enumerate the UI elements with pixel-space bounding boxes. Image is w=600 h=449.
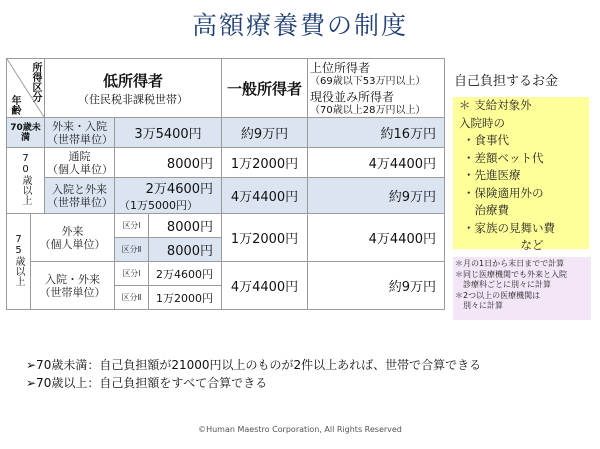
cell-low-kubun2: 1万2000円 bbox=[149, 286, 222, 310]
col-high-title-2: 現役並み所得者 bbox=[310, 90, 395, 104]
table-row bbox=[7, 118, 445, 148]
cell-high: 4万4400円 bbox=[308, 214, 445, 262]
calc-note: ＊同じ医療機関でも外来と入院 bbox=[455, 269, 567, 279]
calculation-notes-box bbox=[453, 257, 591, 320]
age-under70: 70歳未満 bbox=[7, 118, 45, 148]
calc-note: 診療科ごとに別々に計算 bbox=[455, 280, 551, 289]
excluded-line: など bbox=[463, 238, 544, 252]
row-category-sub: （世帯単位） bbox=[39, 285, 106, 299]
col-high-sub-1: （69歳以下53万円以上） bbox=[310, 76, 426, 87]
col-high-sub-2: （70歳以上28万円以上） bbox=[310, 105, 426, 116]
copyright-footer: ©Human Maestro Corporation, All Rights Reserved bbox=[198, 425, 402, 434]
note-under70: ➢70歳未満：自己負担額が21000円以上のものが2件以上あれば、世帯で合算できる bbox=[26, 358, 482, 372]
cell-high: 約9万円 bbox=[308, 178, 445, 214]
cell-high: 約9万円 bbox=[308, 262, 445, 310]
row-category: 外来・入院（世帯単位） bbox=[45, 118, 115, 148]
excluded-line: ・先進医療 bbox=[463, 168, 521, 182]
col-high-title-1: 上位所得者 bbox=[310, 61, 371, 75]
note-over70: ➢70歳以上：自己負担額をすべて合算できる bbox=[26, 376, 268, 390]
row-category-sub: （個人単位） bbox=[39, 237, 106, 251]
excluded-line: ・食事代 bbox=[463, 133, 509, 147]
corner-cell bbox=[7, 59, 45, 118]
row-category-sub: （個人単位） bbox=[47, 162, 113, 176]
header-row bbox=[7, 59, 445, 118]
excluded-line: ・差額ベット代 bbox=[463, 150, 544, 165]
kubun-1-label: 区分Ⅰ bbox=[115, 262, 149, 286]
cell-low-value: 2万4600円 bbox=[145, 182, 214, 197]
cell-general: 1万2000円 bbox=[222, 214, 308, 262]
calc-note: ＊2つ以上の医療機関は bbox=[455, 290, 541, 300]
bottom-notes bbox=[26, 356, 481, 392]
age-75plus: 75歳以上 bbox=[13, 234, 24, 286]
excluded-line: ・保険適用外の bbox=[463, 185, 544, 200]
age-70to74-cell bbox=[7, 148, 45, 214]
excluded-line: ＊ 支給対象外 bbox=[459, 98, 532, 112]
page-title: 高額療養費の制度 bbox=[191, 11, 408, 40]
col-high-header bbox=[308, 59, 445, 118]
col-low-subtitle: （住民税非課税世帯） bbox=[78, 92, 188, 106]
cell-general: 4万4400円 bbox=[222, 178, 308, 214]
calc-note: 別々に計算 bbox=[455, 301, 503, 310]
row-category bbox=[31, 262, 115, 310]
cell-low: 8000円 bbox=[115, 148, 222, 178]
table-row bbox=[7, 214, 445, 238]
row-category bbox=[31, 214, 115, 262]
col-general-title: 一般所得者 bbox=[227, 79, 303, 98]
row-category bbox=[45, 148, 115, 178]
row-category-sub: （世帯単位） bbox=[47, 195, 113, 209]
row-category-main: 入院と外来 bbox=[52, 182, 107, 196]
cell-general: 約9万円 bbox=[222, 118, 308, 148]
excluded-line: ・家族の見舞い費 bbox=[463, 220, 555, 235]
table-row bbox=[7, 148, 445, 178]
excluded-line: 治療費 bbox=[463, 203, 509, 217]
calc-note: ＊月の1日から末日までで計算 bbox=[455, 259, 565, 268]
cell-low-note: （1万5000円） bbox=[119, 199, 198, 212]
cell-low-kubun1: 8000円 bbox=[149, 214, 222, 238]
cell-general: 1万2000円 bbox=[222, 148, 308, 178]
row-category-main: 通院 bbox=[68, 149, 91, 163]
table-row bbox=[7, 262, 445, 286]
table-row bbox=[7, 178, 445, 214]
col-low-title: 低所得者 bbox=[103, 71, 164, 90]
excluded-costs-box bbox=[453, 97, 589, 252]
row-category-main: 外来 bbox=[61, 224, 84, 238]
corner-bottom-label: 年齢 bbox=[9, 95, 20, 115]
cell-low bbox=[115, 178, 222, 214]
row-category bbox=[45, 178, 115, 214]
age-70to74: 70歳以上 bbox=[20, 153, 31, 205]
cell-low-kubun1: 2万4600円 bbox=[149, 262, 222, 286]
age-75plus-cell bbox=[7, 214, 31, 310]
kubun-1-label: 区分Ⅰ bbox=[115, 214, 149, 238]
kubun-2-label: 区分Ⅱ bbox=[115, 238, 149, 262]
cell-low-kubun2: 8000円 bbox=[149, 238, 222, 262]
cell-low: 3万5400円 bbox=[115, 118, 222, 148]
col-general-header bbox=[222, 59, 308, 118]
cost-table bbox=[6, 58, 445, 310]
row-category-main: 入院・外来 bbox=[45, 272, 100, 286]
excluded-line: 入院時の bbox=[459, 115, 505, 130]
corner-top-label: 所得区分 bbox=[30, 62, 41, 102]
cell-high: 約16万円 bbox=[308, 118, 445, 148]
cell-high: 4万4400円 bbox=[308, 148, 445, 178]
cell-general: 4万4400円 bbox=[222, 262, 308, 310]
col-low-header bbox=[45, 59, 222, 118]
side-heading: 自己負担するお金 bbox=[454, 74, 559, 89]
kubun-2-label: 区分Ⅱ bbox=[115, 286, 149, 310]
